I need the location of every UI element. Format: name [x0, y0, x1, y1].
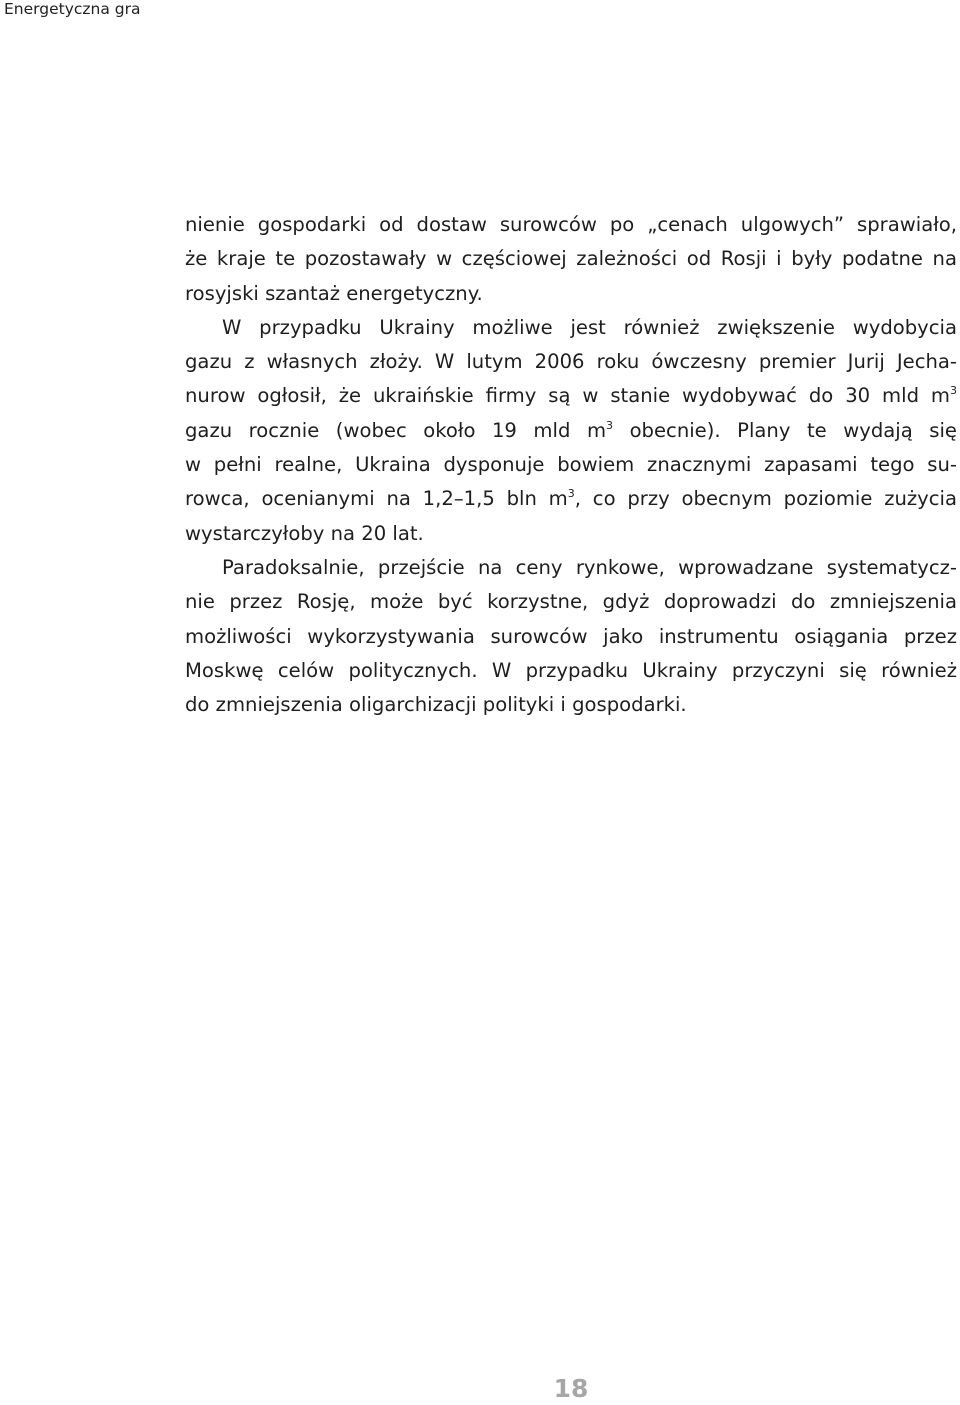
text-line: rowca, ocenianymi na 1,2–1,5 bln $m^3$, co przy obecnym poziomie zużycia — [185, 487, 957, 511]
text-line: W przypadku Ukrainy możliwe jest również zwiększenie wydobycia — [222, 315, 957, 339]
text-line: wystarczyłoby na 20 lat. — [185, 521, 424, 545]
text-line: gazu z własnych złoży. W lutym 2006 roku ówczesny premier Jurij Jecha- — [185, 350, 957, 374]
superscript: 3 — [567, 487, 575, 501]
text-line: gazu rocznie (wobec około 19 mld $m^3$ obecnie). Plany te wydają się — [185, 418, 957, 442]
text-line: w pełni realne, Ukraina dysponuje bowiem znacznymi zapasami tego su- — [185, 453, 957, 477]
text-line: możliwości wykorzystywania surowców jako instrumentu osiągania przez — [185, 624, 957, 648]
text-line: Paradoksalnie, przejście na ceny rynkowe, wprowadzane systematycz- — [222, 555, 957, 579]
text-line: Moskwę celów politycznych. W przypadku Ukrainy przyczyni się również — [185, 658, 957, 682]
text-line: do zmniejszenia oligarchizacji polityki i gospodarki. — [185, 693, 687, 717]
text-line: że kraje te pozostawały w częściowej zależności od Rosji i były podatne na — [185, 247, 957, 271]
superscript: 3 — [950, 384, 957, 398]
page-number: 18 — [553, 1374, 589, 1403]
text-line: nienie gospodarki od dostaw surowców po „cenach ulgowych” sprawiało, — [185, 213, 957, 236]
body-text — [185, 208, 957, 722]
running-header: Energetyczna gra — [4, 0, 141, 18]
text-line: nie przez Rosję, może być korzystne, gdyż doprowadzi do zmniejszenia — [185, 590, 957, 614]
text-line: nurow ogłosił, że ukraińskie firmy są w stanie wydobywać do 30 mld $m^3$ — [185, 384, 957, 408]
superscript: 3 — [606, 418, 614, 432]
text-line: rosyjski szantaż energetyczny. — [185, 281, 483, 305]
